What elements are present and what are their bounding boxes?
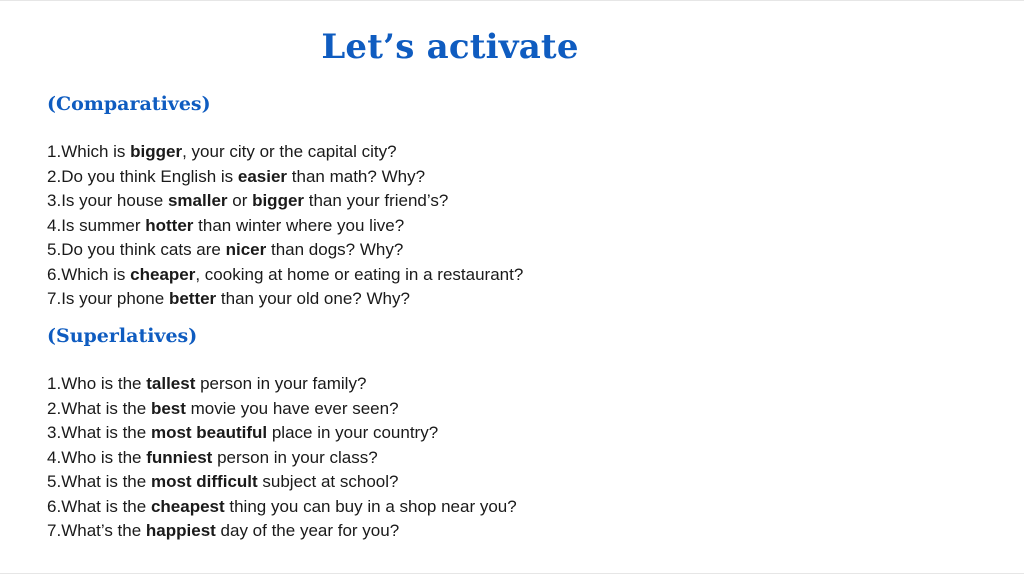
slide-title: Let’s activate [321, 27, 579, 67]
comparatives-list [47, 140, 523, 312]
superlatives-list [47, 372, 517, 544]
list-item: 1.Who is the tallest person in your family? [47, 374, 367, 393]
list-item: 5.Do you think cats are nicer than dogs? Why? [47, 240, 404, 259]
list-item: 4.Is summer hotter than winter where you live? [47, 215, 405, 235]
comparatives-heading: (Comparatives) [47, 93, 211, 115]
list-item: 6.What is the cheapest thing you can buy in a shop near you? [47, 496, 517, 516]
list-item: 3.What is the most beautiful place in your country? [47, 423, 439, 442]
list-item: 7.Is your phone better than your old one? Why? [47, 289, 410, 308]
list-item: 2.What is the best movie you have ever seen? [47, 398, 399, 418]
superlatives-heading: (Superlatives) [47, 325, 198, 347]
list-item: 4.Who is the funniest person in your class? [47, 447, 378, 467]
list-item: 3.Is your house smaller or bigger than your friend’s? [47, 191, 449, 210]
list-item: 2.Do you think English is easier than math? Why? [47, 166, 426, 186]
list-item: 6.Which is cheaper, cooking at home or eating in a restaurant? [47, 264, 524, 284]
list-item: 1.Which is bigger, your city or the capital city? [47, 142, 397, 161]
list-item: 7.What’s the happiest day of the year for you? [47, 521, 400, 540]
list-item: 5.What is the most difficult subject at school? [47, 472, 399, 491]
